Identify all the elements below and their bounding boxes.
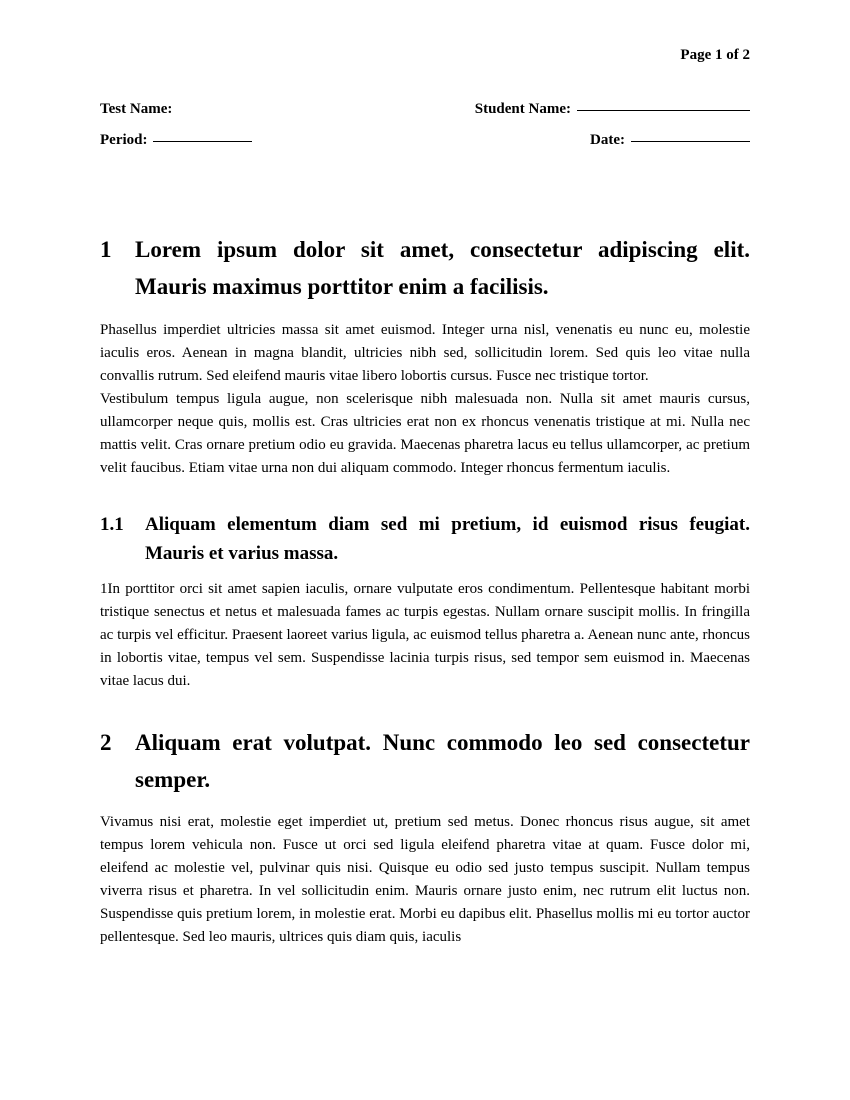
section-number: 1: [100, 237, 112, 262]
subsection-number: 1.1: [100, 514, 124, 535]
paragraph: 1In porttitor orci sit amet sapien iaculis, ornare vulputate eros condimentum. Pellentesque habitant morbi tristique senectus et netus et malesuada fames ac turpis egestas. Nullam ornare suscipit mollis. In fringilla ac turpis vel efficitur. Praesent laoreet varius ligula, ac euismod tellus pharetra a. Aenean nunc ante, rhoncus in lobortis vitae, tempus vel sem. Suspendisse lacinia turpis risus, sed tempor sem euismod in. Maecenas vitae lacus dui.: [100, 581, 750, 689]
section-number: 2: [100, 730, 112, 755]
subsection-title: Aliquam elementum diam sed mi pretium, id euismod risus feugiat. Mauris et varius massa.: [145, 514, 750, 564]
student-name-blank[interactable]: [577, 109, 750, 111]
section-title: Lorem ipsum dolor sit amet, consectetur adipiscing elit. Mauris maximus porttitor enim a facilisis.: [135, 237, 750, 299]
paragraph: Phasellus imperdiet ultricies massa sit amet euismod. Integer urna nisl, venenatis eu nunc eu, molestie iaculis eros. Aenean in magna blandit, ultricies nibh sed, sollicitudin lorem. Sed quis leo vitae nulla convallis rutrum. Sed eleifend mauris vitae libero lobortis cursus. Fusce nec tristique tortor.: [100, 322, 750, 384]
date-field: [590, 132, 750, 149]
period-blank[interactable]: [153, 140, 252, 142]
section-heading-2: [100, 724, 750, 798]
section-heading-1: [100, 231, 750, 305]
student-name-label: Student Name:: [474, 101, 571, 117]
test-name-field: [100, 101, 172, 118]
page-number: Page 1 of 2: [680, 47, 750, 63]
period-label: Period:: [100, 132, 148, 148]
date-blank[interactable]: [631, 140, 750, 142]
header-row-1: [100, 101, 750, 118]
test-name-label: Test Name:: [100, 101, 173, 117]
paragraph: Vivamus nisi erat, molestie eget imperdiet ut, pretium sed metus. Donec rhoncus risus augue, sit amet tempus lorem vehicula non. Fusce ut orci sed ligula eleifend pharetra vitae at quam. Fusce dolor mi, eleifend ac molestie vel, pulvinar quis nisi. Quisque eu odio sed justo tempus suscipit. Nullam tempus viverra risus et pharetra. In vel sollicitudin enim. Mauris ornare justo enim, nec rutrum elit luctus non. Suspendisse quis pretium lorem, in molestie erat. Morbi eu dapibus elit. Phasellus mollis mi eu tortor auctor pellentesque. Sed leo mauris, ultrices quis diam quis, iaculis: [100, 814, 750, 945]
date-label: Date:: [590, 132, 625, 148]
paragraph: Vestibulum tempus ligula augue, non scelerisque nibh malesuada non. Nulla sit amet mauris cursus, ullamcorper neque quis, mollis est. Cras ultricies erat non ex rhoncus venenatis tristique at mi. Nulla nec mattis velit. Cras ornare pretium odio eu gravida. Maecenas pharetra lacus eu tellus ullamcorper, ac pretium velit faucibus. Etiam vitae urna non dui aliquam commodo. Integer rhoncus fermentum iaculis.: [100, 391, 750, 476]
period-field: [100, 132, 252, 149]
student-name-field: [475, 101, 750, 118]
document-body: [100, 231, 750, 949]
subsection-heading-1-1: [100, 510, 750, 568]
section-title: Aliquam erat volutpat. Nunc commodo leo sed consectetur semper.: [135, 730, 750, 792]
header-row-2: [100, 132, 750, 149]
